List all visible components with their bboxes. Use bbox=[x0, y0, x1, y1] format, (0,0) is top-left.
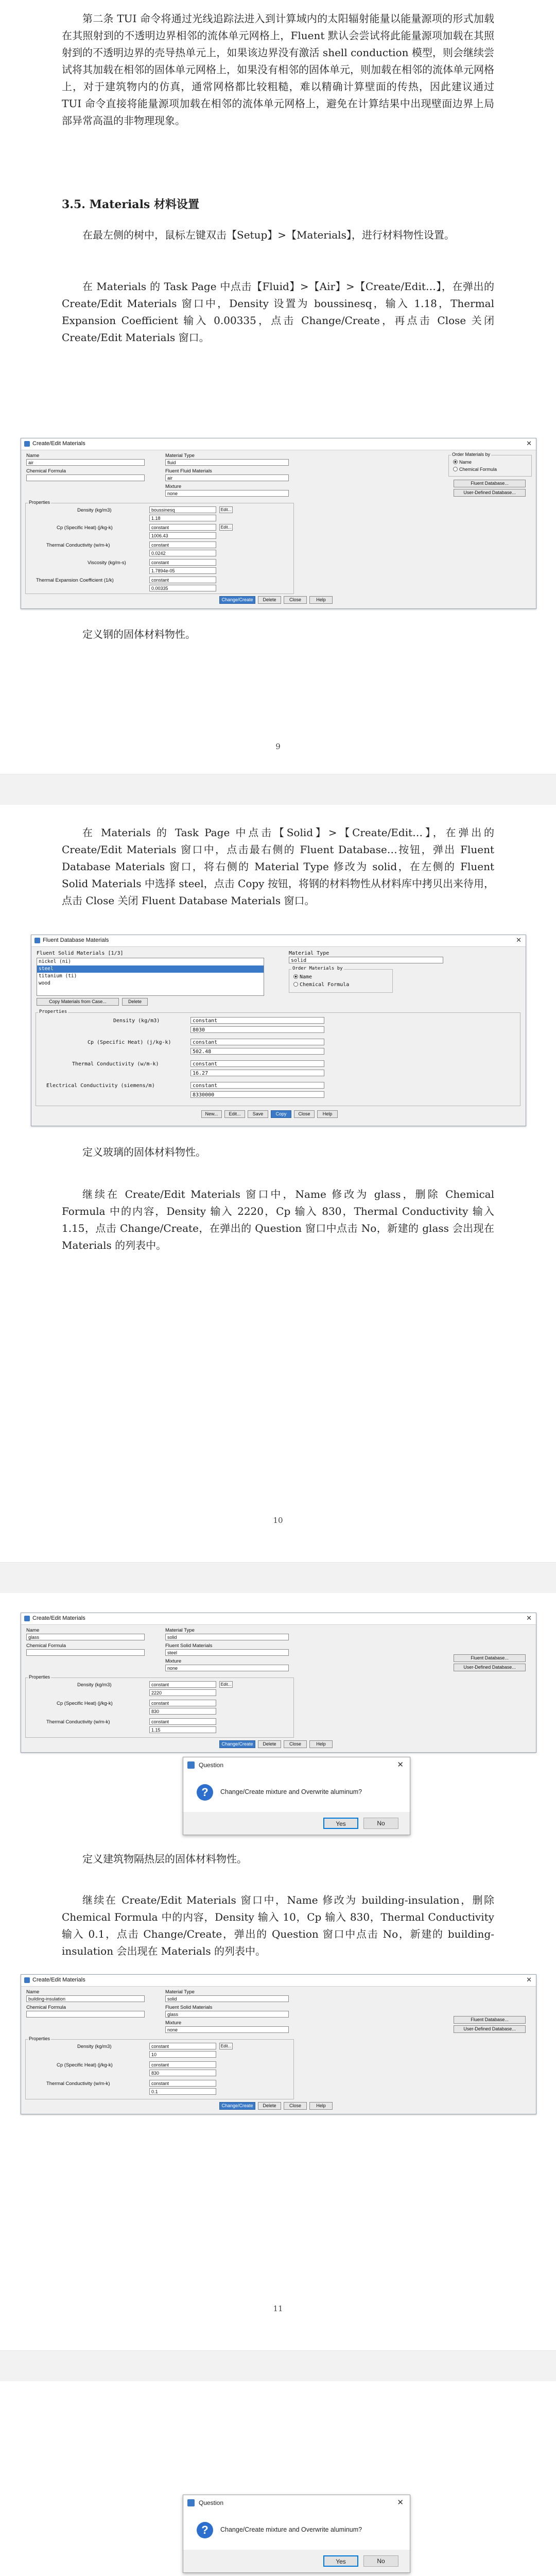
viscosity-method[interactable]: constant bbox=[149, 559, 216, 566]
paragraph: 继续在 Create/Edit Materials 窗口中，Name 修改为 building-insulation，删除 Chemical Formula 中的内容，Density 输入 10，Cp 输入 830，Thermal Conductivity 输入 0.1，点击 Change/Create，弹出的 Question 窗口中点击 No，新建的 building-insulation 会出现在 Materials 的列表中。 bbox=[62, 1894, 494, 1957]
question-message: Change/Create mixture and Overwrite aluminum? bbox=[220, 1788, 362, 1795]
cp-label: Cp (Specific Heat) (j/kg-k) bbox=[88, 1040, 171, 1045]
close-icon[interactable]: ✕ bbox=[526, 1614, 532, 1622]
properties-group bbox=[36, 1009, 520, 1106]
no-button[interactable]: No bbox=[363, 1818, 398, 1829]
page-separator bbox=[0, 2350, 556, 2382]
question-icon: ? bbox=[197, 2522, 213, 2538]
mixture-select[interactable]: none bbox=[165, 2026, 289, 2033]
material-type-select[interactable]: solid bbox=[289, 957, 443, 963]
page-number: 10 bbox=[273, 1516, 283, 1525]
cp-method[interactable]: constant bbox=[149, 2061, 216, 2068]
list-item[interactable]: nickel (ni) bbox=[39, 959, 71, 964]
page-number: 9 bbox=[275, 742, 281, 751]
properties-group bbox=[25, 500, 294, 594]
order-by-name-radio[interactable]: Name bbox=[453, 460, 472, 465]
name-label: Name bbox=[26, 1628, 40, 1633]
help-button[interactable]: Help bbox=[309, 2102, 333, 2110]
material-type-label: Material Type bbox=[289, 951, 329, 956]
cp-value[interactable]: 502.48 bbox=[190, 1048, 324, 1055]
density-label: Density (kg/m3) bbox=[77, 2044, 112, 2049]
conductivity-method[interactable]: constant bbox=[149, 541, 216, 548]
close-icon[interactable]: ✕ bbox=[526, 1976, 532, 1984]
formula-label: Chemical Formula bbox=[26, 2005, 66, 2010]
name-label: Name bbox=[26, 1989, 40, 1995]
cp-method[interactable]: constant bbox=[149, 1700, 216, 1706]
no-button[interactable]: No bbox=[363, 2555, 398, 2567]
viscosity-value[interactable]: 1.7894e-05 bbox=[149, 567, 216, 574]
properties-label: Properties bbox=[29, 1674, 50, 1680]
electrical-value[interactable]: 8330000 bbox=[190, 1091, 324, 1098]
page-separator bbox=[0, 1562, 556, 1594]
formula-input[interactable] bbox=[26, 2011, 145, 2018]
app-icon bbox=[187, 1761, 195, 1769]
density-edit-button[interactable]: Edit... bbox=[219, 2043, 233, 2049]
formula-label: Chemical Formula bbox=[26, 468, 66, 474]
close-icon[interactable]: ✕ bbox=[397, 1760, 404, 1769]
dialog-title: Create/Edit Materials bbox=[32, 440, 85, 447]
electrical-label: Electrical Conductivity (siemens/m) bbox=[46, 1083, 155, 1089]
formula-input[interactable] bbox=[26, 474, 145, 481]
conductivity-value[interactable]: 1.15 bbox=[149, 1726, 216, 1733]
order-by-name-radio[interactable]: Name bbox=[293, 974, 312, 980]
close-button[interactable]: Close bbox=[284, 1740, 307, 1748]
order-by-formula-radio[interactable]: Chemical Formula bbox=[293, 982, 349, 988]
cp-method[interactable]: constant bbox=[149, 524, 216, 531]
cp-value[interactable]: 830 bbox=[149, 2070, 216, 2076]
close-button[interactable]: Close bbox=[284, 2102, 307, 2110]
conductivity-value[interactable]: 0.1 bbox=[149, 2088, 216, 2095]
paragraph: 第二条 TUI 命令将通过光线追踪法进入到计算域内的太阳辐射能量以能量源项的形式加载在其照射到的不透明边界相邻的流体单元网格上，Fluent 默认会尝试将此能量源项加载在其照射到的不透明边界的壳导热单元上，如果该边界没有激活 shell conduction 模型，则会继续尝试将其加载在相邻的固体单元网格上，如果没有相邻的固体单元，则加载在相邻的流体单元网格上，对于建筑物内的仿真，通常网格都比较粗糙，难以精确计算壁面的传热，因此建议通过 TUI 命令直接将能量源项加载在相邻的流体单元网格上，避免在计算结果中出现壁面边界上局部异常高温的非物理现象。 bbox=[62, 12, 494, 127]
create-edit-materials-dialog bbox=[21, 1974, 536, 2114]
fluent-materials-label: Fluent Solid Materials bbox=[165, 2005, 213, 2010]
cp-edit-button[interactable]: Edit... bbox=[219, 524, 233, 531]
delete-button[interactable]: Delete bbox=[258, 1740, 281, 1748]
expansion-value[interactable]: 0.00335 bbox=[149, 585, 216, 591]
density-method[interactable]: constant bbox=[149, 1681, 216, 1688]
paragraph: 在 Materials 的 Task Page 中点击【Fluid】>【Air】>【Create/Edit…】，在弹出的 Create/Edit Materials 窗口中，Density 设置为 boussinesq，输入 1.18，Thermal Expansion Coefficient 输入 0.00335，点击 Change/Create，再点击 Close 关闭 Create/Edit Materials 窗口。 bbox=[62, 280, 494, 344]
cp-value[interactable]: 830 bbox=[149, 1708, 216, 1715]
dialog-title: Question bbox=[199, 2499, 224, 2506]
mixture-select[interactable]: none bbox=[165, 490, 289, 497]
conductivity-label: Thermal Conductivity (w/m-k) bbox=[46, 2081, 110, 2087]
dialog-footer bbox=[183, 1812, 410, 1835]
paragraph: 继续在 Create/Edit Materials 窗口中，Name 修改为 glass，删除 Chemical Formula 中的内容，Density 输入 2220，Cp 输入 830，Thermal Conductivity 输入 1.15，点击 Change/Create，在弹出的 Question 窗口中点击 No，新建的 glass 会出现在 Materials 的列表中。 bbox=[62, 1188, 494, 1251]
properties-label: Properties bbox=[39, 1009, 67, 1014]
density-method[interactable]: boussinesq bbox=[149, 506, 216, 513]
document-page-10 bbox=[0, 805, 556, 1562]
mixture-label: Mixture bbox=[165, 1658, 182, 1664]
title-bar bbox=[21, 438, 536, 450]
cp-method[interactable]: constant bbox=[190, 1039, 324, 1045]
name-input[interactable]: building-insulation bbox=[26, 1995, 145, 2002]
copy-from-case-button[interactable]: Copy Materials from Case... bbox=[37, 998, 119, 1006]
solid-materials-label: Fluent Solid Materials [1/3] bbox=[37, 951, 124, 956]
caption: 定义玻璃的固体材料物性。 bbox=[82, 1146, 206, 1158]
copy-button[interactable]: Copy bbox=[271, 1110, 291, 1118]
dialog-title: Question bbox=[199, 1761, 224, 1769]
fluent-database-button[interactable]: Fluent Database... bbox=[454, 1654, 526, 1662]
conductivity-value[interactable]: 16.27 bbox=[190, 1070, 324, 1076]
user-database-button[interactable]: User-Defined Database... bbox=[454, 1664, 526, 1671]
list-item[interactable]: steel bbox=[37, 965, 264, 973]
document-page-11 bbox=[0, 1593, 556, 2350]
density-edit-button[interactable]: Edit... bbox=[219, 1681, 233, 1688]
conductivity-label: Thermal Conductivity (w/m-k) bbox=[46, 543, 110, 548]
cp-label: Cp (Specific Heat) (j/kg-k) bbox=[57, 1701, 113, 1706]
close-icon[interactable]: ✕ bbox=[526, 439, 532, 447]
conductivity-value[interactable]: 0.0242 bbox=[149, 550, 216, 556]
conductivity-label: Thermal Conductivity (w/m-k) bbox=[72, 1061, 159, 1067]
question-icon: ? bbox=[197, 1784, 213, 1801]
user-database-button[interactable]: User-Defined Database... bbox=[454, 2025, 526, 2033]
viscosity-label: Viscosity (kg/m-s) bbox=[88, 560, 126, 566]
name-label: Name bbox=[26, 453, 40, 459]
section-heading: 3.5. Materials 材料设置 bbox=[62, 198, 199, 211]
name-input[interactable]: air bbox=[26, 459, 145, 466]
density-label: Density (kg/m3) bbox=[113, 1018, 160, 1024]
fluent-icon bbox=[24, 441, 30, 447]
fluent-icon bbox=[24, 1616, 30, 1621]
solid-materials-list[interactable] bbox=[37, 958, 264, 996]
cp-label: Cp (Specific Heat) (j/kg-k) bbox=[57, 525, 113, 531]
properties-group bbox=[25, 1674, 294, 1738]
title-bar bbox=[21, 1613, 536, 1625]
create-edit-materials-dialog bbox=[21, 1613, 536, 1753]
close-icon[interactable]: ✕ bbox=[397, 2498, 404, 2507]
mixture-label: Mixture bbox=[165, 484, 182, 489]
dialog-title: Create/Edit Materials bbox=[32, 1977, 85, 1983]
delete-button[interactable]: Delete bbox=[258, 2102, 281, 2110]
page-separator bbox=[0, 774, 556, 806]
fluent-materials-label: Fluent Solid Materials bbox=[165, 1643, 213, 1649]
properties-group bbox=[25, 2036, 294, 2099]
close-button[interactable]: Close bbox=[284, 596, 307, 604]
help-button[interactable]: Help bbox=[309, 596, 333, 604]
close-button[interactable]: Close bbox=[294, 1110, 315, 1118]
material-type-label: Material Type bbox=[165, 1628, 195, 1633]
fluent-database-dialog bbox=[31, 935, 526, 1126]
mixture-label: Mixture bbox=[165, 2020, 182, 2026]
order-label: Order Materials by bbox=[292, 966, 343, 971]
density-value[interactable]: 2220 bbox=[149, 1689, 216, 1696]
cp-value[interactable]: 1006.43 bbox=[149, 532, 216, 539]
properties-label: Properties bbox=[29, 2036, 50, 2041]
new-button[interactable]: New... bbox=[201, 1110, 222, 1118]
material-type-label: Material Type bbox=[165, 453, 195, 459]
paragraph: 在 Materials 的 Task Page 中点击【Solid】>【Create/Edit…】，在弹出的 Create/Edit Materials 窗口中，点击最右侧的 Fluent Database…按钮，弹出 Fluent Database Materials 窗口，将右侧的 Material Type 修改为 solid，在左侧的 Fluent Solid Materials 中选择 steel，点击 Copy 按钮，将钢的材料物性从材料库中拷贝出来待用，点击 Close 关闭 Fluent Database Materials 窗口。 bbox=[62, 826, 494, 907]
user-database-button[interactable]: User-Defined Database... bbox=[454, 489, 526, 497]
document-page-9 bbox=[0, 0, 556, 774]
expansion-label: Thermal Expansion Coefficient (1/k) bbox=[36, 578, 114, 583]
caption: 定义钢的固体材料物性。 bbox=[82, 628, 196, 640]
formula-label: Chemical Formula bbox=[26, 1643, 66, 1649]
fluent-icon bbox=[24, 1977, 30, 1983]
order-label: Order Materials by bbox=[452, 452, 491, 457]
question-dialog bbox=[183, 2495, 410, 2573]
document-page-12 bbox=[0, 2381, 556, 2576]
conductivity-label: Thermal Conductivity (w/m-k) bbox=[46, 1719, 110, 1725]
fluent-database-button[interactable]: Fluent Database... bbox=[454, 480, 526, 487]
density-label: Density (kg/m3) bbox=[77, 507, 112, 513]
change-create-button[interactable]: Change/Create bbox=[219, 1740, 255, 1748]
density-method[interactable]: constant bbox=[149, 2043, 216, 2049]
material-type-select[interactable]: solid bbox=[165, 1995, 289, 2002]
electrical-method[interactable]: constant bbox=[190, 1082, 324, 1089]
material-type-select[interactable]: solid bbox=[165, 1634, 289, 1640]
cp-label: Cp (Specific Heat) (j/kg-k) bbox=[57, 2062, 113, 2068]
properties-label: Properties bbox=[29, 500, 50, 505]
list-item[interactable]: wood bbox=[39, 980, 50, 986]
change-create-button[interactable]: Change/Create bbox=[219, 2102, 255, 2110]
fluent-materials-label: Fluent Fluid Materials bbox=[165, 468, 212, 474]
conductivity-method[interactable]: constant bbox=[190, 1060, 324, 1067]
expansion-method[interactable]: constant bbox=[149, 577, 216, 583]
list-item[interactable]: titanium (ti) bbox=[39, 973, 77, 979]
question-message: Change/Create mixture and Overwrite aluminum? bbox=[220, 2526, 362, 2533]
yes-button[interactable]: Yes bbox=[323, 2555, 358, 2567]
title-bar bbox=[21, 1975, 536, 1987]
conductivity-method[interactable]: constant bbox=[149, 2080, 216, 2087]
density-edit-button[interactable]: Edit... bbox=[219, 506, 233, 513]
conductivity-method[interactable]: constant bbox=[149, 1718, 216, 1725]
page-number: 11 bbox=[273, 2304, 283, 2313]
fluent-materials-select[interactable]: glass bbox=[165, 2011, 289, 2018]
fluent-database-button[interactable]: Fluent Database... bbox=[454, 2016, 526, 2024]
create-edit-materials-dialog bbox=[21, 438, 536, 609]
density-method[interactable]: constant bbox=[190, 1017, 324, 1024]
formula-input[interactable] bbox=[26, 1649, 145, 1656]
edit-button[interactable]: Edit... bbox=[224, 1110, 245, 1118]
help-button[interactable]: Help bbox=[309, 1740, 333, 1748]
yes-button[interactable]: Yes bbox=[323, 1818, 358, 1829]
order-group bbox=[289, 966, 393, 993]
change-create-button[interactable]: Change/Create bbox=[219, 596, 255, 604]
dialog-title: Create/Edit Materials bbox=[32, 1615, 85, 1621]
density-value[interactable]: 10 bbox=[149, 2051, 216, 2058]
fluent-materials-select[interactable]: steel bbox=[165, 1649, 289, 1656]
order-group bbox=[448, 452, 532, 477]
density-value[interactable]: 8030 bbox=[190, 1026, 324, 1033]
save-button[interactable]: Save bbox=[248, 1110, 268, 1118]
fluent-materials-select[interactable]: air bbox=[165, 474, 289, 481]
density-label: Density (kg/m3) bbox=[77, 1682, 112, 1688]
mixture-select[interactable]: none bbox=[165, 1665, 289, 1671]
app-icon bbox=[187, 2499, 195, 2506]
order-by-formula-radio[interactable]: Chemical Formula bbox=[453, 467, 497, 472]
delete-button[interactable]: Delete bbox=[122, 998, 148, 1006]
fluent-icon bbox=[34, 938, 40, 943]
dialog-footer bbox=[183, 2550, 410, 2572]
question-dialog bbox=[183, 1757, 410, 1835]
delete-button[interactable]: Delete bbox=[258, 596, 281, 604]
dialog-title: Fluent Database Materials bbox=[43, 937, 109, 943]
close-icon[interactable]: ✕ bbox=[516, 936, 522, 944]
paragraph: 在最左侧的树中，鼠标左键双击【Setup】>【Materials】，进行材料物性设置。 bbox=[82, 229, 455, 241]
material-type-select[interactable]: fluid bbox=[165, 459, 289, 466]
title-bar bbox=[31, 935, 526, 947]
material-type-label: Material Type bbox=[165, 1989, 195, 1995]
name-input[interactable]: glass bbox=[26, 1634, 145, 1640]
help-button[interactable]: Help bbox=[317, 1110, 338, 1118]
caption: 定义建筑物隔热层的固体材料物性。 bbox=[82, 1853, 247, 1865]
density-value[interactable]: 1.18 bbox=[149, 515, 216, 521]
